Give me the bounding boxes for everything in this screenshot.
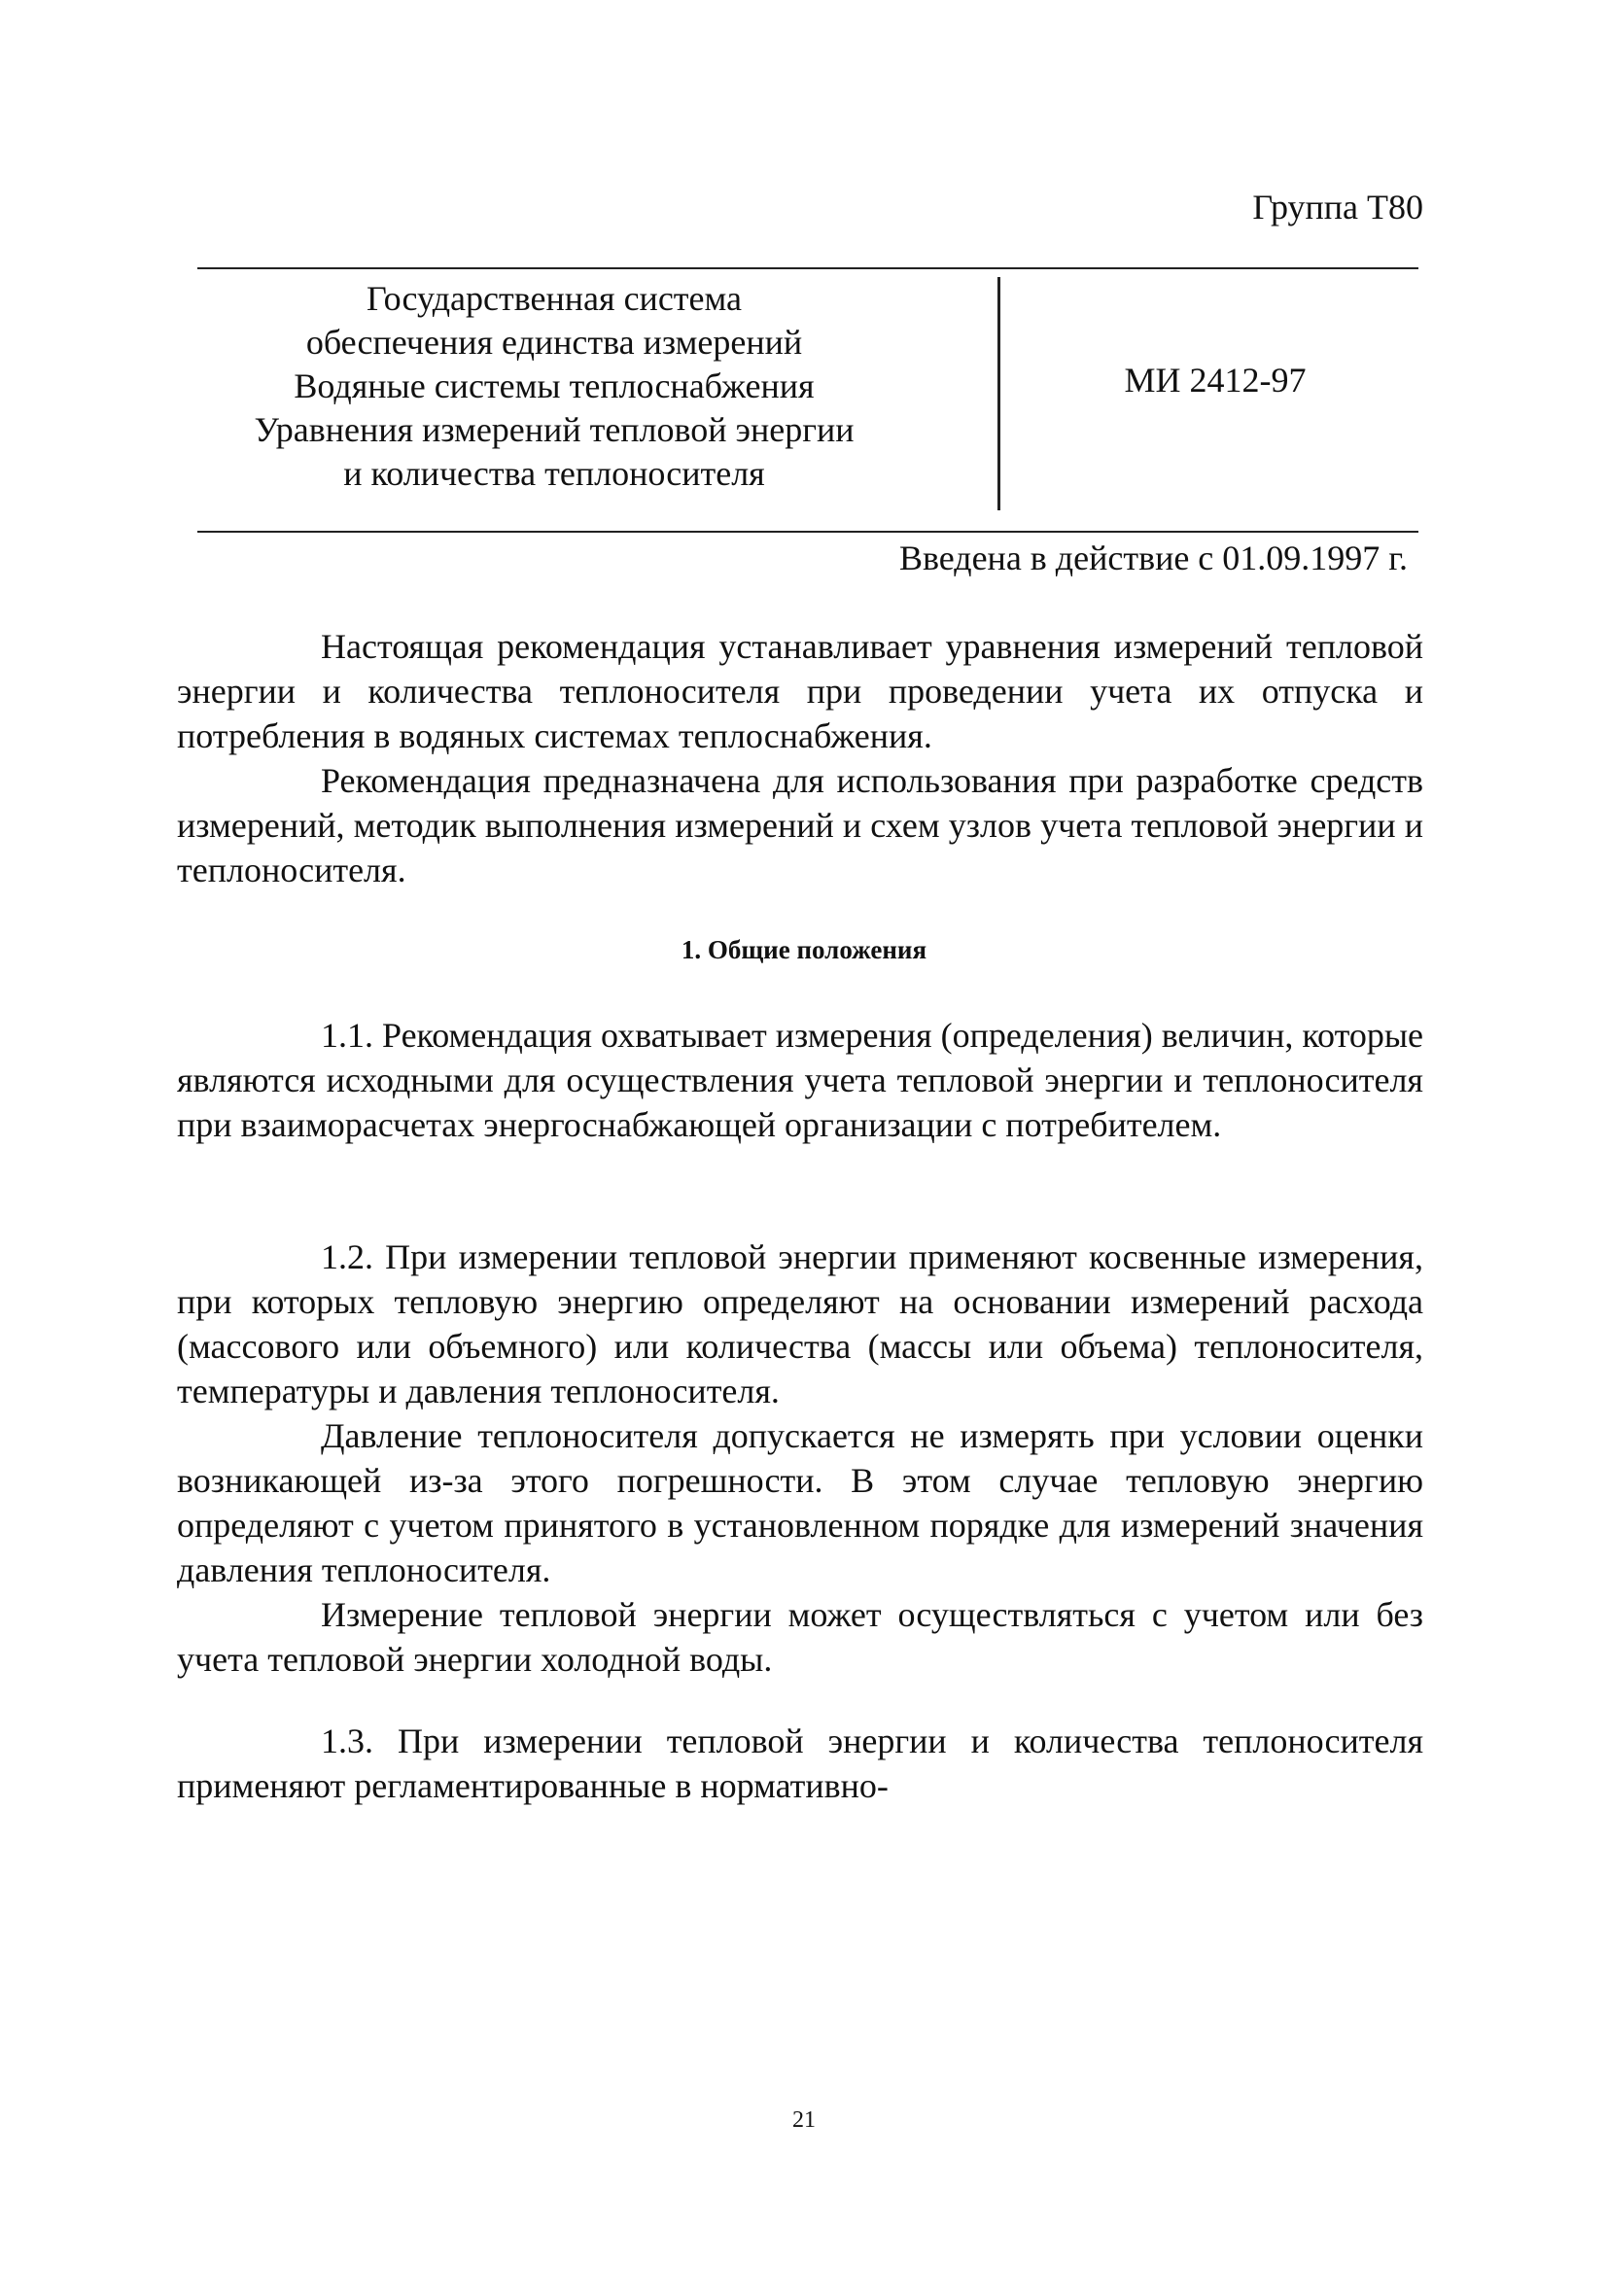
header-divider [997, 277, 1000, 510]
document-number: МИ 2412-97 [1124, 361, 1307, 400]
title-line: Водяные системы теплоснабжения [294, 366, 815, 405]
intro-block [177, 624, 1423, 892]
section-title: 1. Общие положения [681, 935, 927, 964]
clause-1-1 [177, 1013, 1423, 1147]
clause-paragraph: Измерение тепловой энергии может осуществляться с учетом или без учета тепловой энергии холодной воды. [177, 1595, 1423, 1679]
effective-date: Введена в действие с 01.09.1997 г. [898, 539, 1408, 577]
clause-paragraph: Давление теплоносителя допускается не измерять при условии оценки возникающей из-за этого погрешности. В этом случае тепловую энергию определяют с учетом принятого в установленном порядке для измерений значения давления теплоносителя. [177, 1416, 1423, 1589]
page-number: 21 [792, 2107, 816, 2133]
document-title-block [146, 277, 962, 496]
title-line: и количества теплоносителя [343, 454, 765, 493]
header-bottom-rule [197, 531, 1418, 533]
clause-paragraph: 1.2. При измерении тепловой энергии применяют косвенные измерения, при которых тепловую энергию определяют на основании измерений расхода (массового или объемного) или количества (массы или объема) теплоносителя, температуры и давления теплоносителя. [177, 1237, 1423, 1410]
title-line: обеспечения единства измерений [305, 323, 803, 362]
group-label: Группа Т80 [1252, 188, 1423, 226]
clause-paragraph: 1.1. Рекомендация охватывает измерения (определения) величин, которые являются исходными для осуществления учета тепловой энергии и теплоносителя при взаиморасчетах энергоснабжающей организации с потребителем. [177, 1016, 1423, 1144]
title-line: Уравнения измерений тепловой энергии [254, 410, 855, 449]
intro-paragraph: Рекомендация предназначена для использования при разработке средств измерений, методик выполнения измерений и схем узлов учета тепловой энергии и теплоносителя. [177, 761, 1423, 889]
clause-paragraph: 1.3. При измерении тепловой энергии и количества теплоносителя применяют регламентированные в нормативно- [177, 1722, 1423, 1805]
clause-1-2 [177, 1235, 1423, 1682]
header-top-rule [197, 267, 1418, 269]
clause-1-3 [177, 1719, 1423, 1808]
title-line: Государственная система [366, 279, 743, 318]
intro-paragraph: Настоящая рекомендация устанавливает уравнения измерений тепловой энергии и количества теплоносителя при проведении учета их отпуска и потребления в водяных системах теплоснабжения. [177, 627, 1423, 755]
